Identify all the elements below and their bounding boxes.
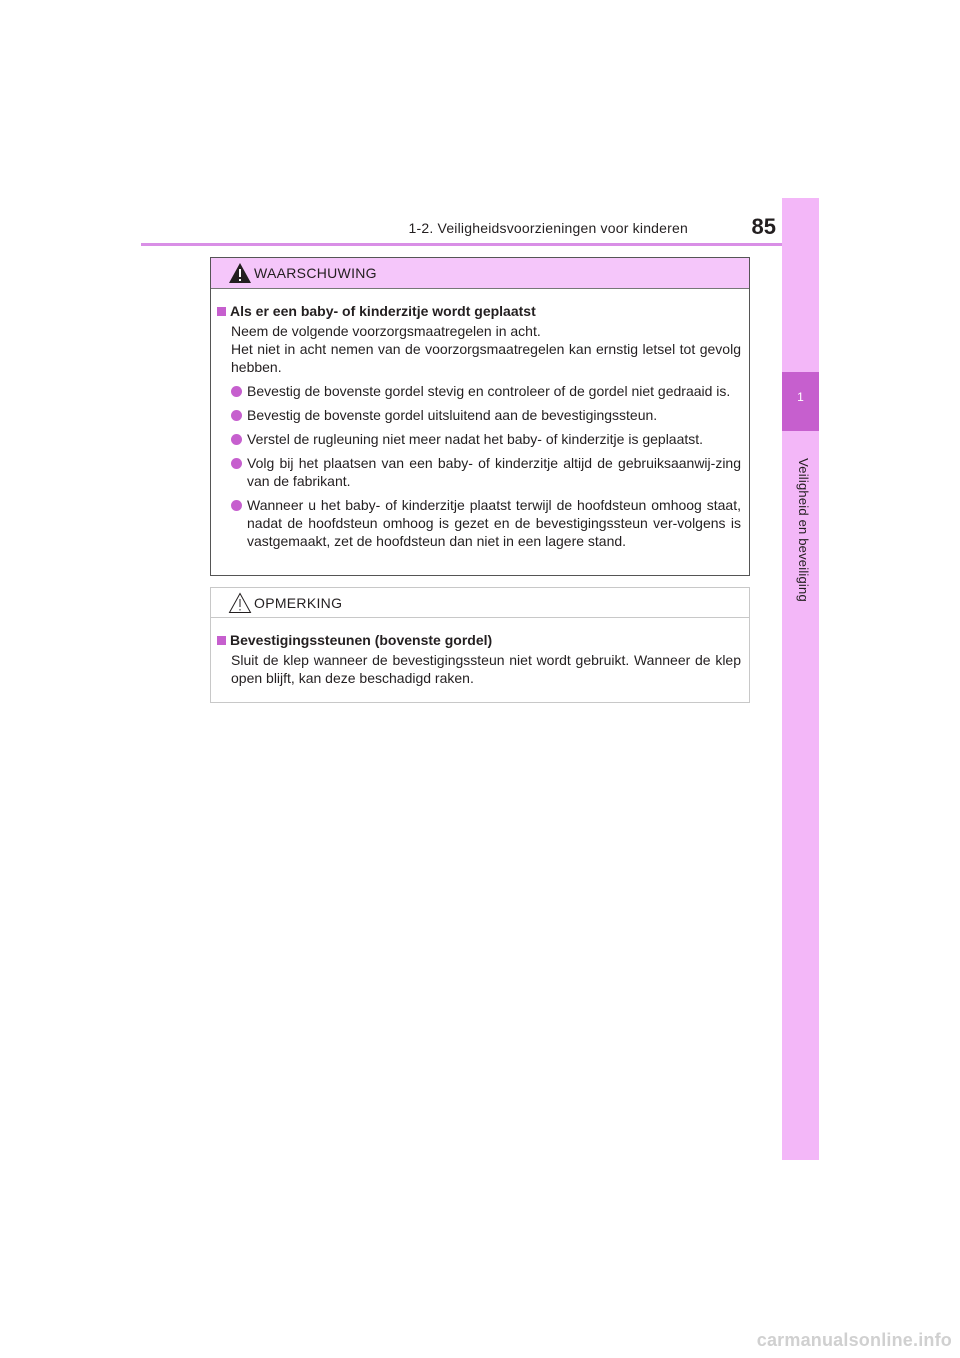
note-box <box>210 587 750 703</box>
list-item <box>217 454 743 490</box>
round-bullet-icon <box>231 458 242 469</box>
running-header-title: 1-2. Veiligheidsvoorzieningen voor kinderen <box>408 220 688 236</box>
bullet-text: Bevestig de bovenste gordel stevig en controleer of de gordel niet gedraaid is. <box>247 383 731 399</box>
note-text: Sluit de klep wanneer de bevestigingssteun niet wordt gebruikt. Wanneer de klep open blijft, kan deze beschadigd raken. <box>231 652 741 686</box>
warning-heading-text: Als er een baby- of kinderzitje wordt geplaatst <box>230 303 536 319</box>
bullet-text: Verstel de rugleuning niet meer nadat het baby- of kinderzitje is geplaatst. <box>247 431 704 447</box>
side-section-title: Veiligheid en beveiliging <box>796 458 811 602</box>
note-label: OPMERKING <box>254 595 343 611</box>
round-bullet-icon <box>231 386 242 397</box>
warning-body <box>211 289 749 550</box>
round-bullet-icon <box>231 500 242 511</box>
round-bullet-icon <box>231 410 242 421</box>
warning-header <box>211 258 749 289</box>
square-bullet-icon <box>217 307 226 316</box>
warning-icon <box>228 262 252 284</box>
warning-label: WAARSCHUWING <box>254 265 377 281</box>
round-bullet-icon <box>231 434 242 445</box>
list-item <box>217 496 743 550</box>
bullet-text: Bevestig de bovenste gordel uitsluitend aan de bevestigingssteun. <box>247 407 658 423</box>
bullet-text: Volg bij het plaatsen van een baby- of kinderzitje altijd de gebruiksaanwij-zing van de fabrikant. <box>247 455 741 489</box>
list-item <box>217 382 743 400</box>
warning-intro-1: Neem de volgende voorzorgsmaatregelen in acht. <box>231 323 541 339</box>
warning-box <box>210 257 750 576</box>
caution-outline-icon <box>228 592 252 614</box>
page-number: 85 <box>751 214 776 239</box>
note-heading-text: Bevestigingssteunen (bovenste gordel) <box>230 632 493 648</box>
side-chapter-number: 1 <box>797 390 804 404</box>
warning-bullet-list <box>217 382 743 550</box>
bullet-text: Wanneer u het baby- of kinderzitje plaatst terwijl de hoofdsteun omhoog staat, nadat de hoofdsteun omhoog is gezet en de bevestigingssteun ver-volgens is vastgemaakt, zet de hoofdsteun dan niet in een lagere stand. <box>247 497 741 549</box>
warning-intro-2: Het niet in acht nemen van de voorzorgsmaatregelen kan ernstig letsel tot gevolg hebben. <box>231 341 741 375</box>
footer-watermark: carmanualsonline.info <box>756 1330 952 1350</box>
list-item <box>217 406 743 424</box>
note-header <box>211 588 749 618</box>
note-body <box>211 618 749 687</box>
side-tab <box>782 198 819 1160</box>
list-item <box>217 430 743 448</box>
warning-heading <box>217 302 743 320</box>
header-rule <box>141 243 817 246</box>
square-bullet-icon <box>217 636 226 645</box>
note-heading <box>217 631 743 649</box>
